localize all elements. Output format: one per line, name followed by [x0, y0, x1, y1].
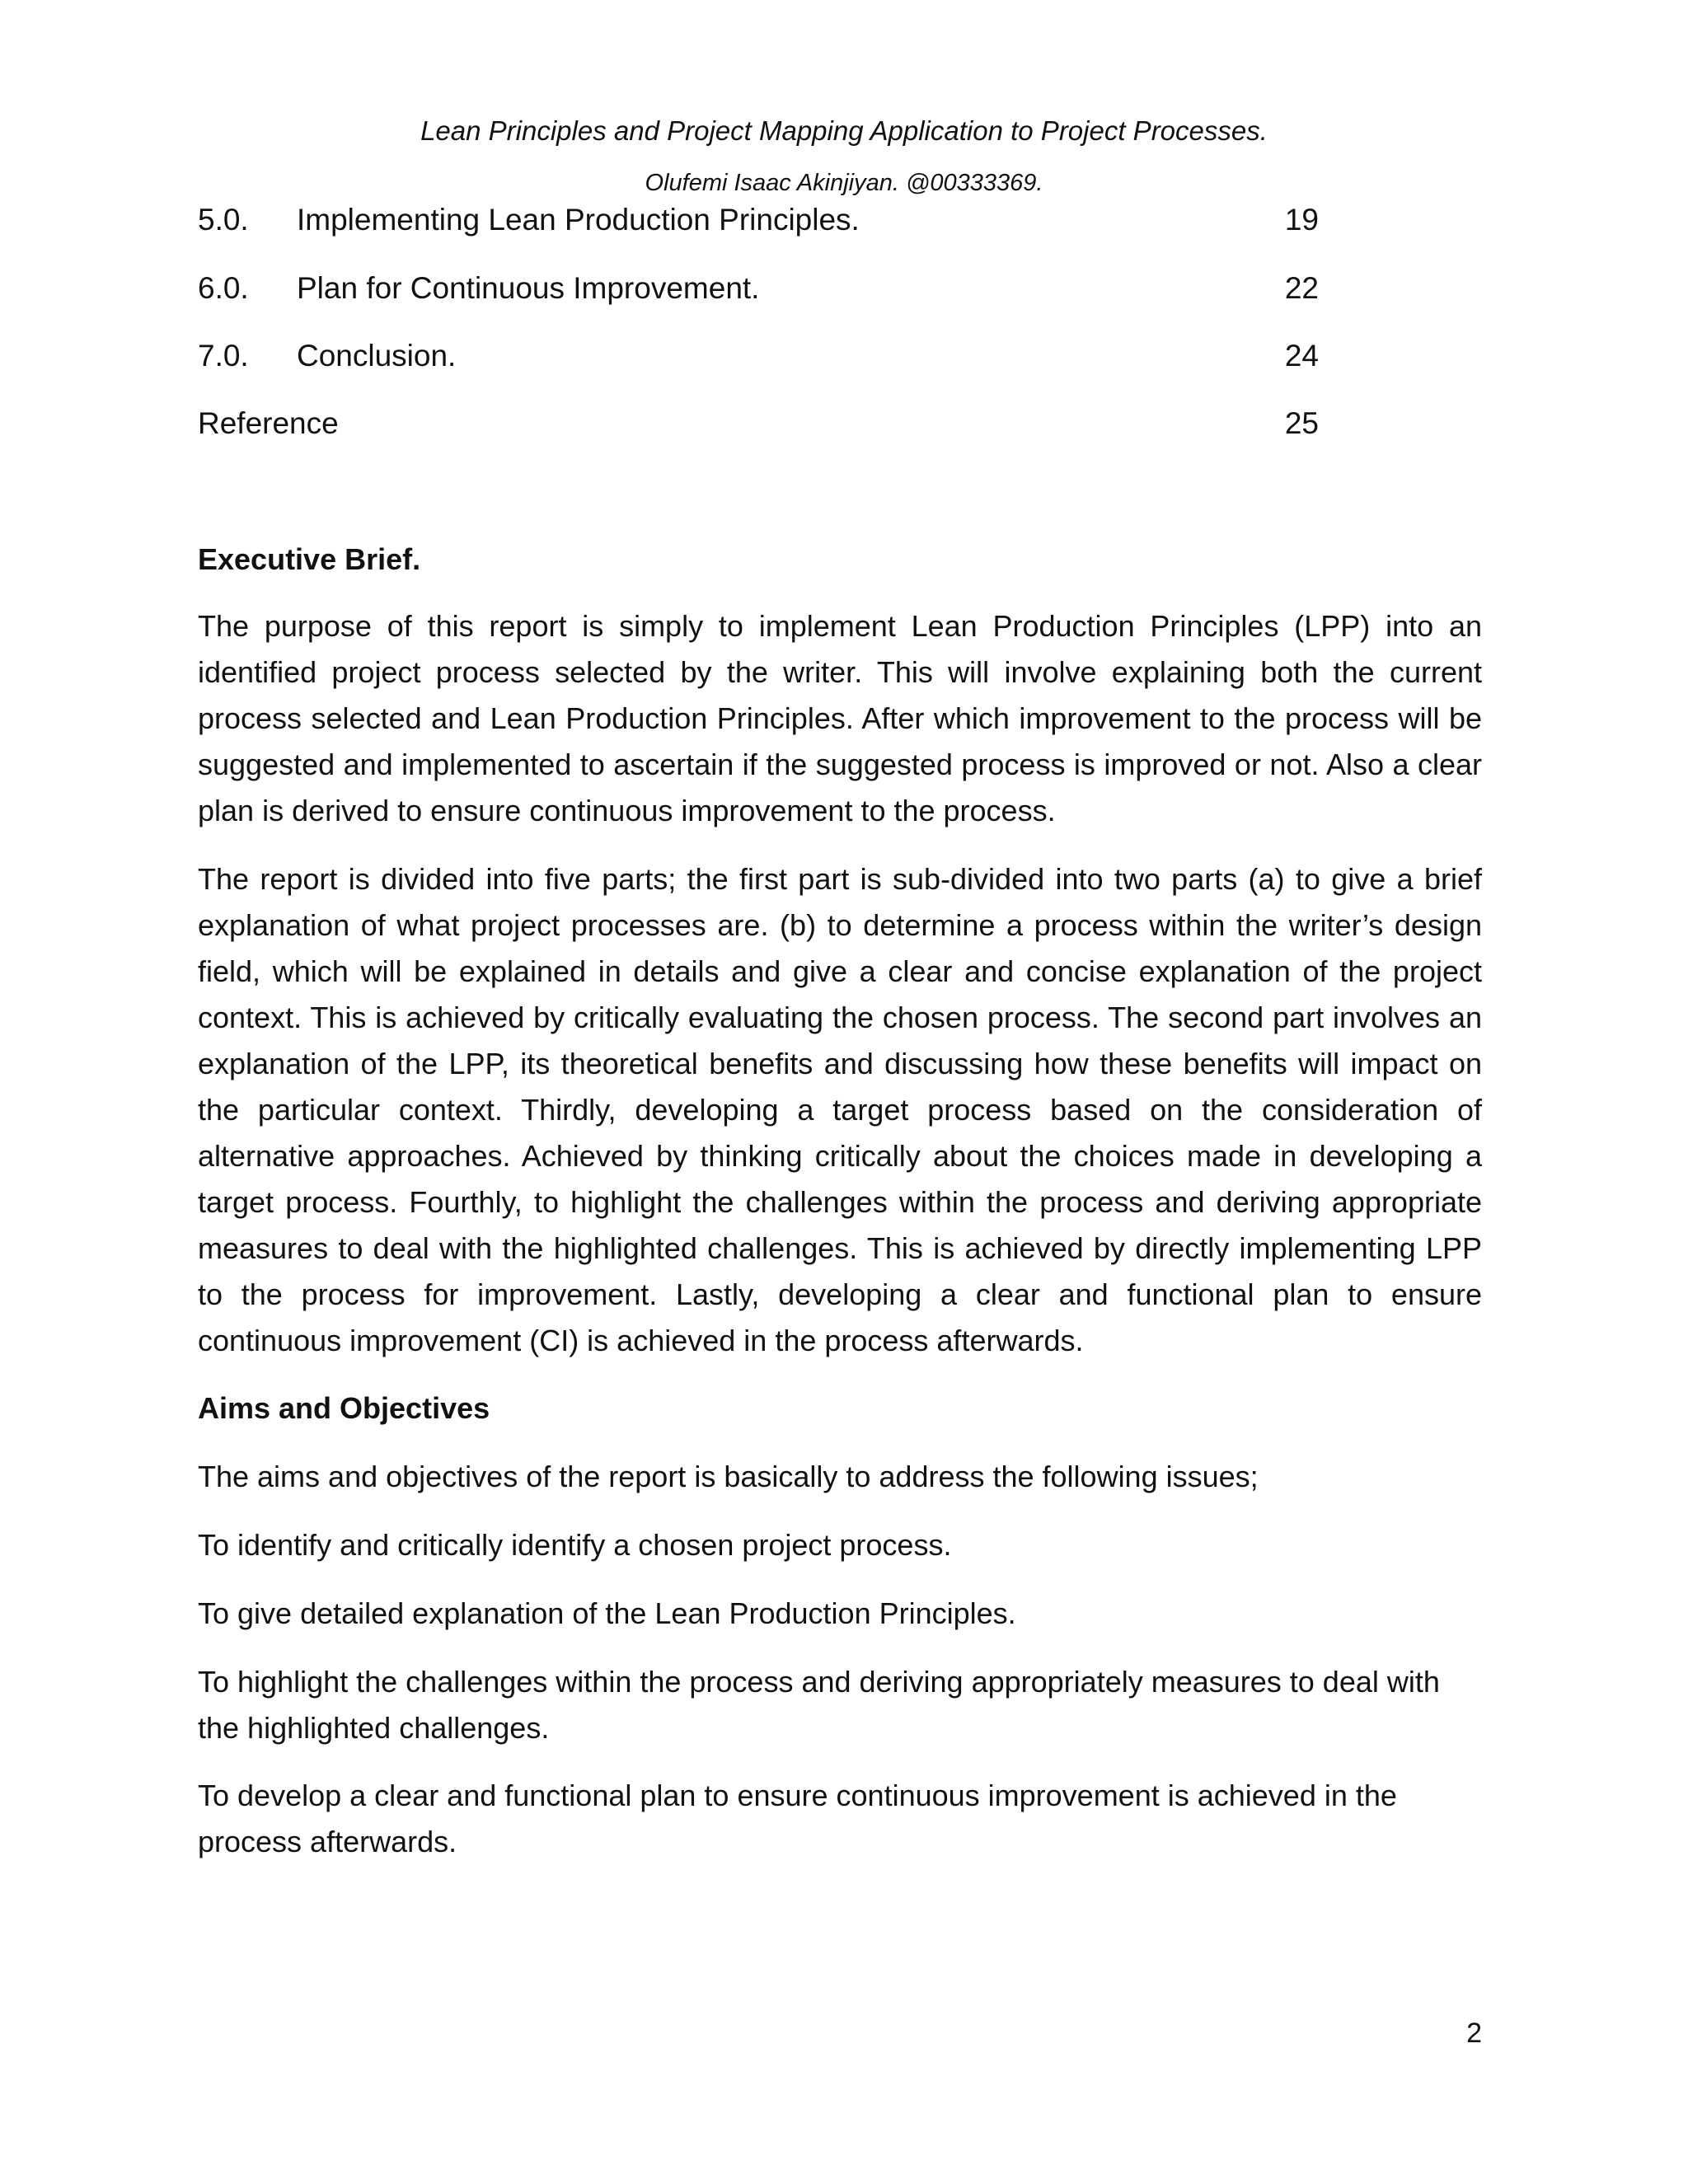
- toc-entry-page: 24: [1284, 339, 1319, 373]
- toc-entry-page: 19: [1284, 203, 1319, 237]
- aim-item: To develop a clear and functional plan to ensure continuous improvement is achieved in the process afterwards.: [198, 1779, 1397, 1858]
- executive-brief-heading: Executive Brief.: [198, 542, 421, 576]
- running-header-title: Lean Principles and Project Mapping Application to Project Processes.: [420, 115, 1268, 146]
- aim-item: To highlight the challenges within the process and deriving appropriately measures to deal with the highlighted challenges.: [198, 1665, 1440, 1745]
- executive-brief-paragraph-1: The purpose of this report is simply to implement Lean Production Principles (LPP) into an identified project process selected by the writer. This will involve explaining both the current process selected and Lean Production Principles. After which improvement to the process will be suggested and implemented to ascertain if the suggested process is improved or not. Also a clear plan is derived to ensure continuous improvement to the process.: [198, 609, 1482, 827]
- aim-item: To give detailed explanation of the Lean Production Principles.: [198, 1596, 1016, 1630]
- toc-entry-page: 22: [1284, 271, 1319, 305]
- toc-entry-number: 7.0.: [198, 339, 249, 373]
- aim-item: To identify and critically identify a chosen project process.: [198, 1528, 952, 1562]
- running-header-author: Olufemi Isaac Akinjiyan. @00333369.: [645, 170, 1043, 196]
- aims-intro-paragraph: The aims and objectives of the report is basically to address the following issues;: [198, 1460, 1259, 1493]
- toc-entry: [198, 268, 1319, 309]
- toc-entry: [198, 335, 1319, 377]
- executive-brief-paragraph-2: The report is divided into five parts; the first part is sub-divided into two parts (a) to give a brief explanation of what project processes are. (b) to determine a process within the writer’s design field, which will be explained in details and give a clear and concise explanation of the project context. This is achieved by critically evaluating the chosen process. The second part involves an explanation of the LPP, its theoretical benefits and discussing how these benefits will impact on the particular context. Thirdly, developing a target process based on the consideration of alternative approaches. Achieved by thinking critically about the choices made in developing a target process. Fourthly, to highlight the challenges within the process and deriving appropriate measures to deal with the highlighted challenges. This is achieved by directly implementing LPP to the process for improvement. Lastly, developing a clear and functional plan to ensure continuous improvement (CI) is achieved in the process afterwards.: [198, 862, 1482, 1357]
- page-number: 2: [1466, 2018, 1482, 2049]
- toc-entry-label: Plan for Continuous Improvement.: [297, 271, 760, 305]
- toc-entry-number: 5.0.: [198, 203, 249, 237]
- toc-entry: [198, 199, 1319, 241]
- toc-entry-number: 6.0.: [198, 271, 249, 305]
- toc-entry-label: Implementing Lean Production Principles.: [297, 203, 860, 237]
- toc-entry-page: 25: [1284, 406, 1319, 440]
- toc-entry-label: Conclusion.: [297, 339, 457, 373]
- toc-entry-label: Reference: [198, 406, 339, 440]
- aims-objectives-heading: Aims and Objectives: [198, 1391, 490, 1425]
- toc-entry: [198, 403, 1319, 444]
